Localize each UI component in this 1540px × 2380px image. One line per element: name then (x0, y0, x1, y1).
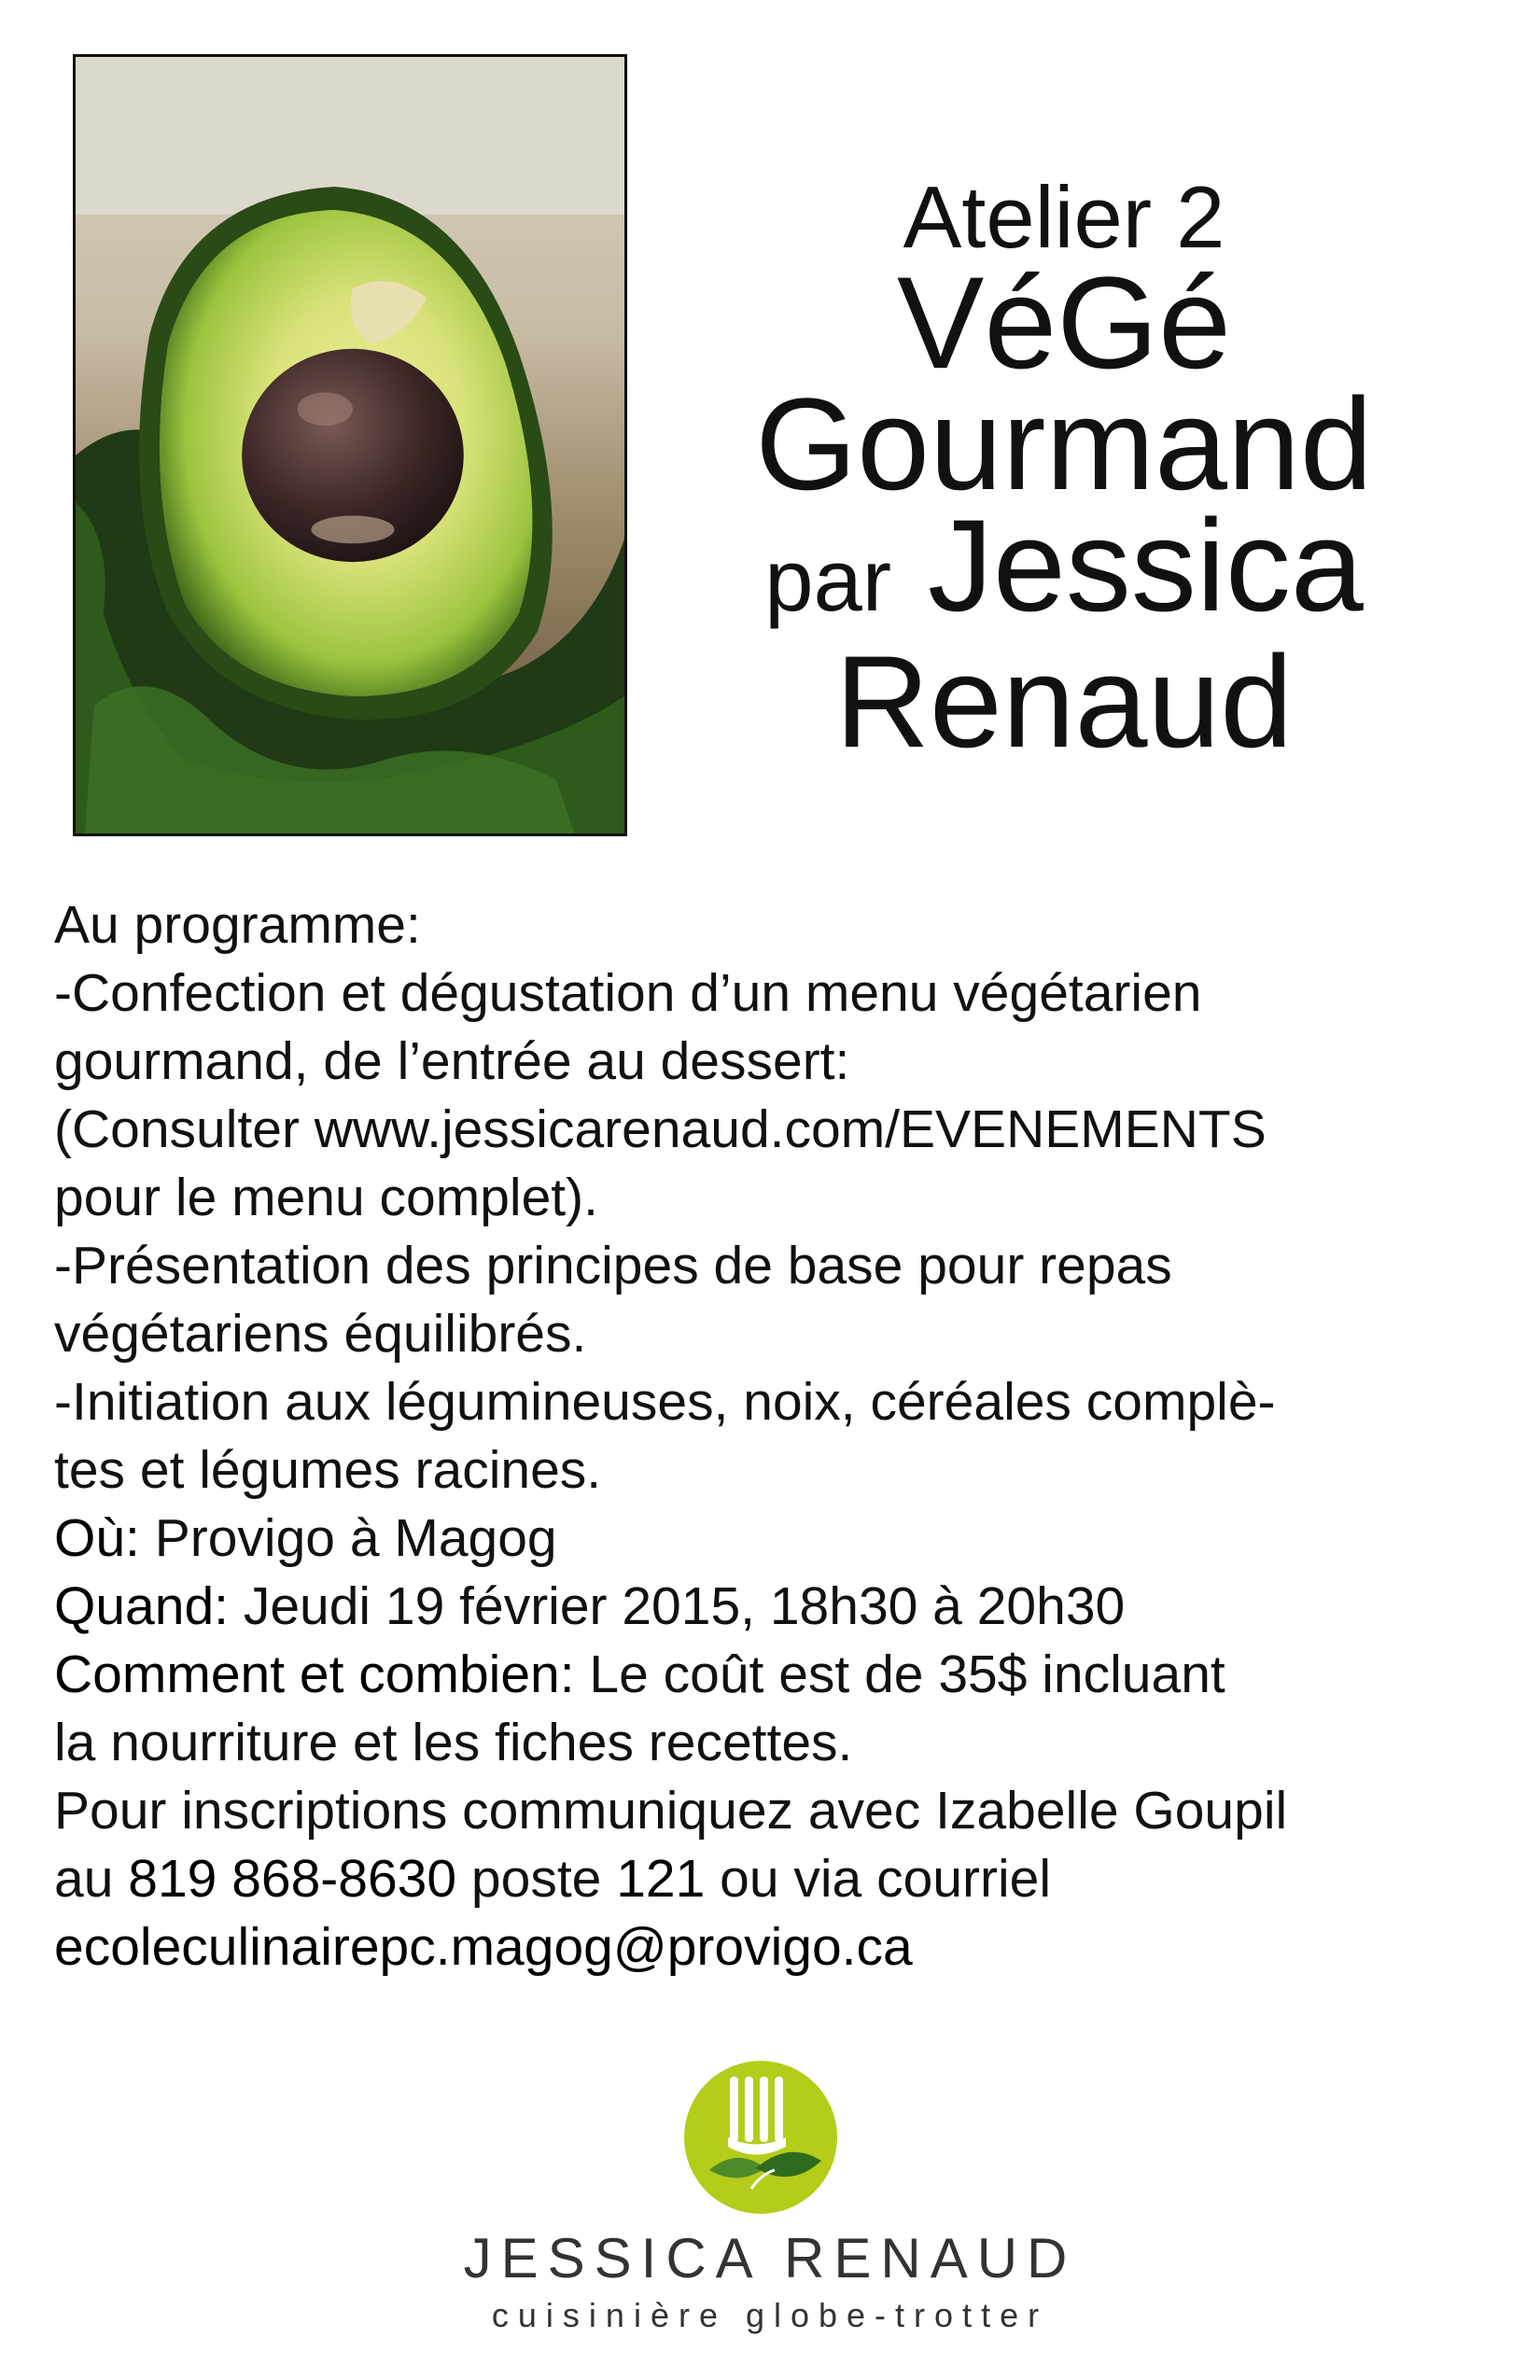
title-line-gourmand: Gourmand (755, 371, 1373, 517)
cost-value: Le coût est de 35$ incluant (574, 1645, 1225, 1704)
registration-prefix: au (54, 1849, 129, 1909)
title-line-atelier: Atelier 2 (903, 168, 1225, 266)
program-line: -Initiation aux légumineuses, noix, céréales complè- (54, 1372, 1276, 1432)
where-value: Provigo à Magog (139, 1508, 557, 1568)
program-line: tes et légumes racines. (54, 1440, 602, 1500)
when-line (54, 1573, 1491, 1641)
when-label: Quand: (54, 1576, 229, 1636)
when-value: Jeudi 19 février 2015, 18h30 à 20h30 (228, 1576, 1126, 1636)
logo-name: JESSICA RENAUD (463, 2227, 1077, 2289)
logo-tagline: cuisinière globe-trotter (491, 2296, 1049, 2334)
cost-line (54, 1641, 1491, 1709)
contact-email: ecoleculinairepc.magog@provigo.ca (54, 1917, 913, 1977)
title-par: par (764, 531, 892, 629)
cost-label: Comment et combien: (54, 1645, 575, 1704)
phone-number: 819 868-8630 (128, 1849, 457, 1909)
program-line: -Confection et dégustation d’un menu végétarien (54, 963, 1202, 1023)
title-line-renaud: Renaud (834, 628, 1294, 775)
program-line: -Présentation des principes de base pour repas (54, 1236, 1172, 1295)
program-heading: Au programme: (54, 895, 421, 955)
cost-line-2: la nourriture et les fiches recettes. (54, 1713, 853, 1772)
title-line-vege: VéGé (897, 249, 1231, 396)
title-jessica: Jessica (927, 492, 1364, 638)
program-line: végétariens équilibrés. (54, 1304, 587, 1364)
registration-middle: poste (456, 1849, 617, 1909)
program-line: gourmand, de l’entrée au dessert: (54, 1031, 850, 1091)
registration-line: Pour inscriptions communiquez avec Izabelle Goupil (54, 1781, 1288, 1841)
event-title (653, 168, 1475, 775)
fork-leaf-logo-icon (681, 2058, 840, 2217)
phone-extension: 121 (616, 1849, 706, 1909)
avocado-photo (73, 54, 627, 836)
where-label: Où: (54, 1508, 140, 1568)
avocado-photo-image (76, 57, 624, 833)
registration-phone-line (54, 1845, 1491, 1913)
registration-suffix: ou via courriel (705, 1849, 1051, 1909)
program-line-website: (Consulter www.jessicarenaud.com/EVENEMENTS (54, 1099, 1267, 1159)
program-line: pour le menu complet). (54, 1168, 598, 1227)
title-line-par-jessica (653, 492, 1475, 641)
logo-mark (681, 2058, 840, 2217)
event-details (54, 891, 1491, 1981)
where-line (54, 1505, 1491, 1573)
